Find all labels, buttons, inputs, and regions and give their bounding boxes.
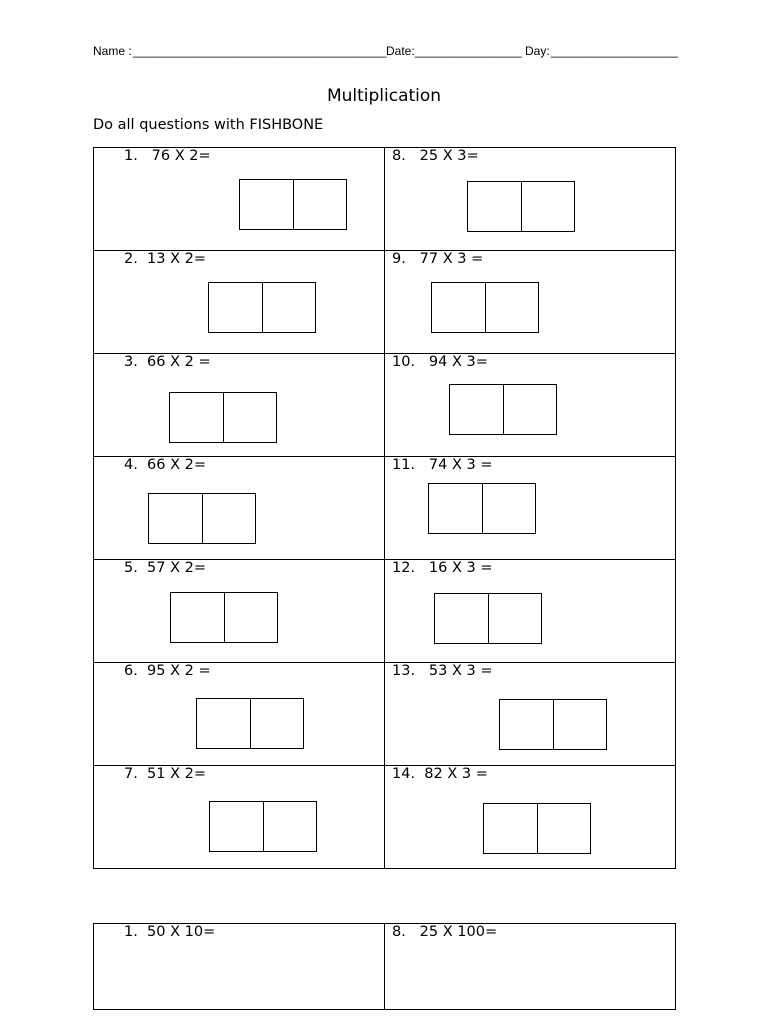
table-row <box>94 663 676 766</box>
question-text: 10. 94 X 3= <box>392 354 488 370</box>
fishbone-answer-boxes <box>239 179 347 230</box>
question-cell <box>385 457 676 560</box>
question-cell <box>94 924 385 1010</box>
question-cell <box>385 560 676 663</box>
question-cell <box>385 924 676 1010</box>
question-cell <box>385 354 676 457</box>
question-text: 14. 82 X 3 = <box>392 766 488 782</box>
fishbone-answer-boxes <box>483 803 591 854</box>
questions-table-2 <box>93 923 676 1010</box>
question-cell <box>385 251 676 354</box>
table-row <box>94 251 676 354</box>
date-blank: ________________ <box>415 44 522 58</box>
name-label: Name : <box>93 44 132 58</box>
table-row <box>94 560 676 663</box>
fishbone-answer-boxes <box>170 592 278 643</box>
date-label: Date: <box>386 44 415 58</box>
fishbone-answer-boxes <box>467 181 575 232</box>
question-cell <box>94 766 385 869</box>
day-label: Day: <box>525 44 550 58</box>
question-cell <box>94 148 385 251</box>
instructions: Do all questions with FISHBONE <box>93 117 324 133</box>
question-text: 1. 76 X 2= <box>124 148 211 164</box>
question-cell <box>385 766 676 869</box>
fishbone-answer-boxes <box>428 483 536 534</box>
question-text: 9. 77 X 3 = <box>392 251 484 267</box>
page-title: Multiplication <box>326 86 442 106</box>
fishbone-answer-boxes <box>148 493 256 544</box>
table-row <box>94 924 676 1010</box>
question-text: 2. 13 X 2= <box>124 251 207 267</box>
question-cell <box>94 354 385 457</box>
question-text: 12. 16 X 3 = <box>392 560 493 576</box>
day-blank: ___________________ <box>551 44 678 58</box>
question-text: 7. 51 X 2= <box>124 766 207 782</box>
table-row <box>94 354 676 457</box>
question-text: 1. 50 X 10= <box>124 924 216 940</box>
fishbone-answer-boxes <box>499 699 607 750</box>
question-cell <box>94 457 385 560</box>
table-row <box>94 766 676 869</box>
table-row <box>94 457 676 560</box>
table-row <box>94 148 676 251</box>
question-cell <box>94 251 385 354</box>
fishbone-answer-boxes <box>196 698 304 749</box>
question-text: 6. 95 X 2 = <box>124 663 211 679</box>
question-text: 11. 74 X 3 = <box>392 457 493 473</box>
questions-table <box>93 147 676 869</box>
fishbone-answer-boxes <box>449 384 557 435</box>
fishbone-answer-boxes <box>169 392 277 443</box>
question-text: 5. 57 X 2= <box>124 560 207 576</box>
question-text: 3. 66 X 2 = <box>124 354 211 370</box>
question-text: 13. 53 X 3 = <box>392 663 493 679</box>
student-info-line <box>93 44 683 60</box>
fishbone-answer-boxes <box>209 801 317 852</box>
question-text: 4. 66 X 2= <box>124 457 207 473</box>
fishbone-answer-boxes <box>431 282 539 333</box>
fishbone-answer-boxes <box>434 593 542 644</box>
question-text: 8. 25 X 100= <box>392 924 498 940</box>
question-cell <box>385 663 676 766</box>
question-cell <box>94 560 385 663</box>
question-text: 8. 25 X 3= <box>392 148 479 164</box>
fishbone-answer-boxes <box>208 282 316 333</box>
question-cell <box>385 148 676 251</box>
name-blank: ______________________________________ <box>133 44 387 58</box>
question-cell <box>94 663 385 766</box>
